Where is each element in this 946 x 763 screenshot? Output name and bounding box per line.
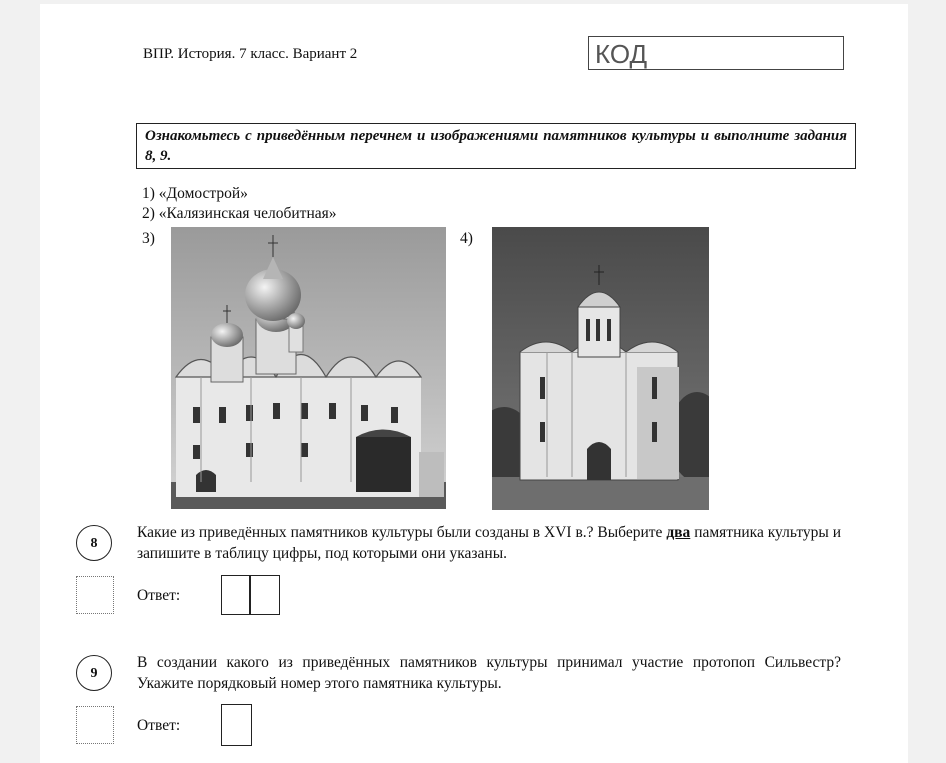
- worksheet-page: [40, 4, 908, 763]
- answer-label-9: Ответ:: [137, 717, 181, 734]
- score-box-9[interactable]: [76, 706, 114, 744]
- answer-cell-8-1[interactable]: [221, 575, 251, 615]
- answer-label-8: Ответ:: [137, 587, 181, 604]
- q8-emphasis: два: [666, 524, 691, 541]
- q8-text-part1: Какие из приведённых памятников культуры были созданы в XVI в.? Выберите: [137, 524, 667, 541]
- item-number: 2): [142, 205, 155, 222]
- question-8-text: [137, 522, 841, 564]
- cathedral-photo: [171, 227, 446, 509]
- score-box-8[interactable]: [76, 576, 114, 614]
- church-photo: [492, 227, 709, 510]
- question-9-text: В создании какого из приведённых памятников культуры принимал участие протопоп Сильвестр? Укажите порядковый номер этого памятника культуры.: [137, 654, 841, 692]
- instruction-box: Ознакомьтесь с приведённым перечнем и изображениями памятников культуры и выполните задания 8, 9.: [136, 123, 856, 169]
- item-text: «Домострой»: [158, 185, 248, 202]
- answer-cell-8-2[interactable]: [249, 575, 280, 615]
- item-number-3: 3): [142, 230, 155, 247]
- question-8-number: 8: [76, 525, 112, 561]
- q8-text-part2: памятника культуры и запишите в таблицу цифры, под которыми они указаны.: [137, 524, 841, 562]
- kod-field[interactable]: КОД: [588, 36, 844, 70]
- page-header: ВПР. История. 7 класс. Вариант 2: [143, 46, 358, 62]
- list-item: [142, 185, 248, 203]
- list-item: [142, 205, 337, 223]
- question-9-number: 9: [76, 655, 112, 691]
- item-number: 1): [142, 185, 155, 202]
- answer-cell-9[interactable]: [221, 704, 252, 746]
- item-number-4: 4): [460, 230, 473, 247]
- item-text: «Калязинская челобитная»: [158, 205, 337, 222]
